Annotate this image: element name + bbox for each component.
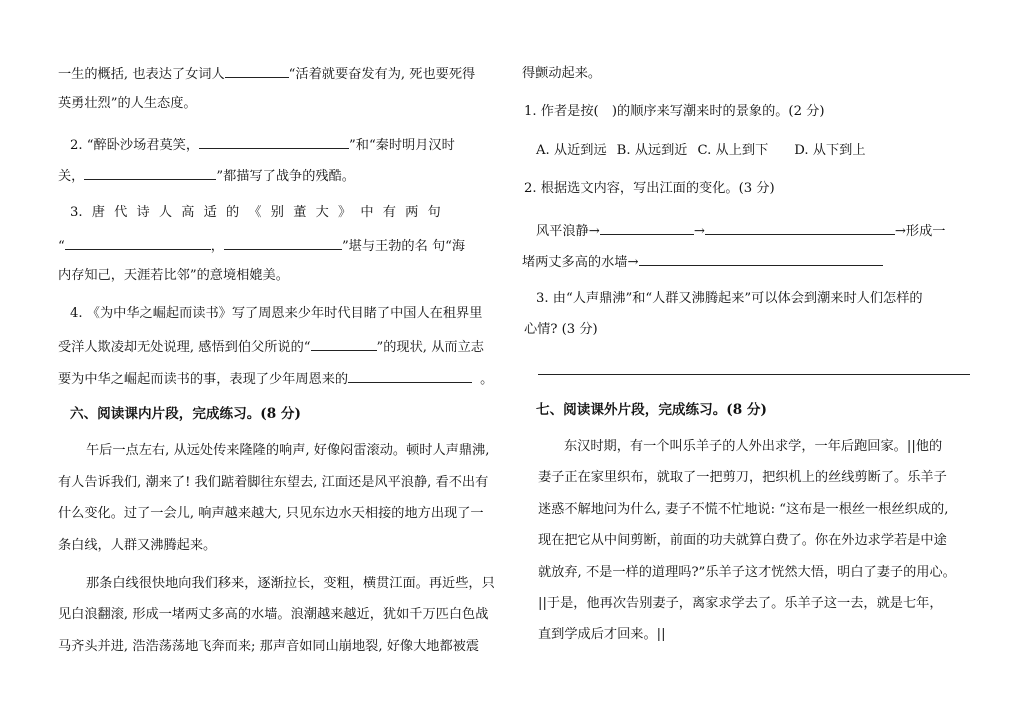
question-1: 1. 作者是按( )的顺序来写潮来时的景象的。(2 分) (524, 104, 825, 119)
question-4-line3: 要为中华之崛起而读书的事，表现了少年周恩来的 。 (58, 369, 493, 387)
question-2-line1: 2. “醉卧沙场君莫笑， ”和“秦时明月汉时 (70, 135, 455, 153)
left-p1-line2: 英勇壮烈”的人生态度。 (58, 96, 197, 111)
question-4-line1: 4. 《为中华之崛起而读书》写了周恩来少年时代目睹了中国人在租界里 (70, 306, 483, 321)
passage-end: 得颤动起来。 (522, 66, 602, 81)
section-7-heading: 七、阅读课外片段，完成练习。(8 分) (536, 402, 767, 418)
question-3-line3: 内存知己，天涯若比邻”的意境相媲美。 (58, 268, 289, 283)
passage-line: 直到学成后才回来。|| (538, 627, 666, 642)
answer-blank[interactable] (199, 135, 349, 149)
question-4-line2: 受洋人欺凌却无处说理, 感悟到伯父所说的“ ”的现状, 从而立志 (58, 337, 484, 355)
option-b[interactable]: B. 从远到近 (616, 143, 688, 158)
passage-line: 什么变化。过了一会儿, 响声越来越大, 只见东边水天相接的地方出现了一 (58, 506, 484, 521)
answer-blank[interactable] (311, 337, 377, 351)
passage-line: 迷惑不解地问为什么, 妻子不慌不忙地说: “这布是一根丝一根丝织成的, (538, 502, 949, 517)
answer-blank[interactable] (705, 221, 895, 235)
passage-line: ||于是，他再次告别妻子，离家求学去了。乐羊子这一去，就是七年， (538, 596, 943, 611)
question-1-options (536, 143, 866, 161)
question-2-flow-line1: 风平浪静→ → →形成一 (536, 221, 946, 239)
passage-line: 有人告诉我们, 潮来了! 我们踮着脚往东望去, 江面还是风平浪静, 看不出有 (58, 475, 489, 490)
passage-line: 现在把它从中间剪断，前面的功夫就算白费了。你在外边求学若是中途 (538, 533, 947, 548)
passage-line: 条白线，人群又沸腾起来。 (58, 538, 217, 553)
option-d[interactable]: D. 从下到上 (794, 143, 866, 158)
question-2: 2. 根据选文内容，写出江面的变化。(3 分) (524, 181, 775, 196)
answer-blank[interactable] (225, 64, 289, 78)
answer-blank[interactable] (224, 236, 342, 250)
section-6-heading: 六、阅读课内片段，完成练习。(8 分) (70, 406, 301, 422)
answer-blank[interactable] (348, 369, 472, 383)
answer-blank[interactable] (600, 221, 694, 235)
answer-blank[interactable] (639, 252, 883, 266)
answer-blank[interactable] (65, 236, 211, 250)
question-3-line1: 3. 唐 代 诗 人 高 适 的 《 别 董 大 》 中 有 两 句 (70, 205, 441, 220)
option-a[interactable]: A. 从近到远 (536, 143, 607, 158)
option-c[interactable]: C. 从上到下 (697, 143, 769, 158)
question-3-line2: 心情? (3 分) (524, 322, 598, 337)
left-p1-line1: 一生的概括, 也表达了女词人 “活着就要奋发有为, 死也要死得 (58, 64, 475, 82)
passage-line: 马齐头并进, 浩浩荡荡地飞奔而来; 那声音如同山崩地裂, 好像大地都被震 (58, 639, 480, 654)
question-3-line1: 3. 由“人声鼎沸”和“人群又沸腾起来”可以体会到潮来时人们怎样的 (536, 291, 923, 306)
passage-line: 东汉时期，有一个叫乐羊子的人外出求学，一年后跑回家。||他的 (564, 439, 943, 454)
passage-line: 妻子正在家里织布，就取了一把剪刀，把织机上的丝线剪断了。乐羊子 (538, 470, 947, 485)
answer-line[interactable] (538, 374, 970, 375)
passage-line: 那条白线很快地向我们移来，逐渐拉长，变粗，横贯江面。再近些，只 (86, 576, 495, 591)
passage-line: 见白浪翻滚, 形成一堵两丈多高的水墙。浪潮越来越近，犹如千万匹白色战 (58, 607, 489, 622)
question-2-flow-line2: 堵两丈多高的水墙→ (522, 252, 883, 270)
question-3-line2: “ ， ”堪与王勃的名 句“海 (58, 236, 465, 254)
passage-line: 就放弃, 不是一样的道理吗?”乐羊子这才恍然大悟，明白了妻子的用心。 (538, 565, 956, 580)
passage-line: 午后一点左右, 从远处传来隆隆的响声, 好像闷雷滚动。顿时人声鼎沸, (86, 443, 490, 458)
answer-blank[interactable] (84, 166, 216, 180)
question-2-line2: 关， ”都描写了战争的残酷。 (58, 166, 355, 184)
